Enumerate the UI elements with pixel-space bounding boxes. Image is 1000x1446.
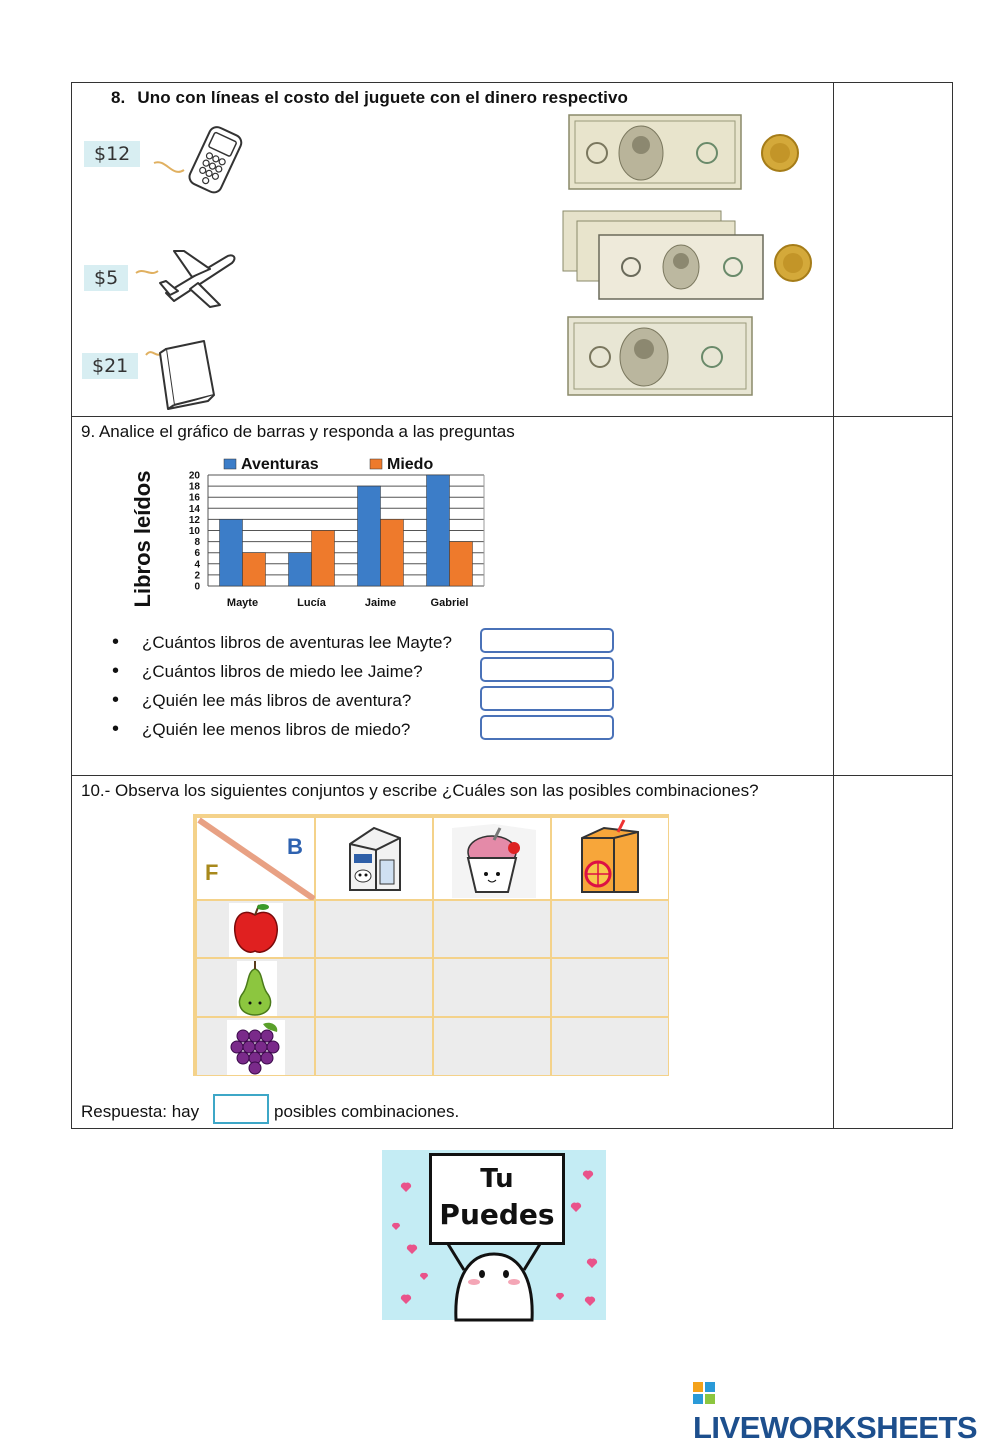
juice-cell	[551, 817, 669, 900]
score-column	[833, 417, 952, 775]
milk-carton-icon	[316, 818, 434, 901]
twenty-dollar-bill-and-coin	[569, 113, 814, 193]
milk-cell	[315, 817, 433, 900]
question-9-row	[72, 417, 952, 776]
poster-line-1: Tu	[480, 1164, 514, 1194]
x-tick-label: Mayte	[226, 597, 259, 609]
legend-swatch	[224, 459, 236, 469]
bar-miedo-1	[312, 531, 335, 587]
response-suffix: posibles combinaciones.	[274, 1102, 460, 1121]
answer-cell[interactable]	[551, 900, 669, 958]
list-item: • ¿Quién lee más libros de aventura?	[112, 690, 452, 719]
corner-label-f: F	[205, 860, 219, 885]
question-9-title: 9. Analice el gráfico de barras y responda a las preguntas	[81, 422, 515, 441]
y-tick-label: 0	[194, 581, 200, 593]
logo-text: LIVEWORKSHEETS	[693, 1410, 978, 1445]
price-tag-12: $12	[84, 141, 140, 167]
grapes-icon	[197, 1018, 316, 1077]
price-tag-5: $5	[84, 265, 128, 291]
response-prefix: Respuesta: hay	[81, 1102, 200, 1121]
list-item: • ¿Cuántos libros de aventuras lee Mayte?	[112, 632, 452, 661]
bar-miedo-0	[243, 553, 266, 586]
combinations-answer-input[interactable]	[213, 1094, 269, 1124]
bar-chart	[124, 453, 494, 615]
list-item: • ¿Quién lee menos libros de miedo?	[112, 719, 452, 748]
airplane-icon	[134, 243, 244, 313]
y-tick-label: 16	[188, 492, 200, 504]
question-9-list	[112, 632, 452, 748]
y-tick-label: 14	[188, 503, 200, 515]
question-8-title: 8. Uno con líneas el costo del juguete con el dinero respectivo	[111, 88, 628, 107]
apple-cell	[196, 900, 315, 958]
question-10-title: 10.- Observa los siguientes conjuntos y escribe ¿Cuáles son las posibles combinaciones?	[81, 781, 759, 800]
x-tick-label: Gabriel	[430, 597, 469, 609]
bar-aventuras-1	[289, 553, 312, 586]
juice-box-icon	[552, 818, 670, 901]
question-8-row	[72, 83, 952, 417]
answer-input-3[interactable]	[480, 686, 614, 711]
yogurt-cell	[433, 817, 551, 900]
bar-miedo-3	[450, 542, 473, 586]
answer-cell[interactable]	[551, 1017, 669, 1076]
y-tick-label: 10	[188, 526, 200, 537]
list-item: • ¿Cuántos libros de miedo lee Jaime?	[112, 661, 452, 690]
answer-input-1[interactable]	[480, 628, 614, 653]
liveworksheets-logo[interactable]	[693, 1374, 1000, 1446]
answer-cell[interactable]	[315, 900, 433, 958]
pear-icon	[197, 959, 316, 1018]
score-column	[833, 776, 952, 1128]
cellphone-icon	[154, 118, 254, 198]
answer-input-4[interactable]	[480, 715, 614, 740]
y-tick-label: 4	[194, 559, 200, 571]
x-tick-label: Lucía	[297, 597, 326, 609]
five-dollar-bill	[566, 315, 756, 399]
book-icon	[146, 335, 226, 415]
grapes-cell	[196, 1017, 315, 1076]
y-tick-label: 8	[194, 537, 200, 549]
bar-aventuras-3	[427, 475, 450, 586]
combination-grid	[193, 814, 669, 1076]
y-tick-label: 6	[194, 548, 200, 560]
poster-line-2: Puedes	[439, 1198, 555, 1231]
pear-cell	[196, 958, 315, 1017]
y-tick-label: 12	[188, 514, 200, 526]
bar-aventuras-2	[358, 486, 381, 586]
corner-label-b: B	[287, 834, 303, 859]
y-tick-label: 18	[188, 481, 200, 493]
encouragement-image	[382, 1150, 606, 1320]
logo-icon	[693, 1376, 715, 1398]
y-tick-label: 20	[188, 470, 200, 482]
legend-label: Miedo	[387, 456, 434, 473]
chart-y-axis-label: Libros leídos	[130, 470, 155, 608]
x-tick-label: Jaime	[364, 597, 397, 609]
answer-cell[interactable]	[315, 958, 433, 1017]
answer-cell[interactable]	[433, 900, 551, 958]
answer-cell[interactable]	[433, 1017, 551, 1076]
ice-cream-cup-icon	[434, 818, 552, 901]
answer-cell[interactable]	[433, 958, 551, 1017]
answer-cell[interactable]	[315, 1017, 433, 1076]
answer-input-2[interactable]	[480, 657, 614, 682]
y-tick-label: 2	[194, 570, 200, 582]
chart-x-ticks	[227, 597, 469, 609]
chart-legend	[224, 456, 433, 473]
worksheet-table	[71, 82, 953, 1129]
legend-label: Aventuras	[241, 456, 319, 473]
score-column	[833, 83, 952, 416]
apple-icon	[197, 901, 316, 959]
poster-sign	[429, 1153, 565, 1245]
bar-miedo-2	[381, 519, 404, 586]
price-tag-21: $21	[82, 353, 138, 379]
bar-aventuras-0	[220, 519, 243, 586]
dollar-bills-and-coin	[563, 207, 823, 307]
legend-swatch	[370, 459, 382, 469]
answer-cell[interactable]	[551, 958, 669, 1017]
grid-corner-cell	[196, 817, 315, 900]
chart-y-ticks	[189, 471, 201, 593]
question-10-row	[72, 776, 952, 1128]
